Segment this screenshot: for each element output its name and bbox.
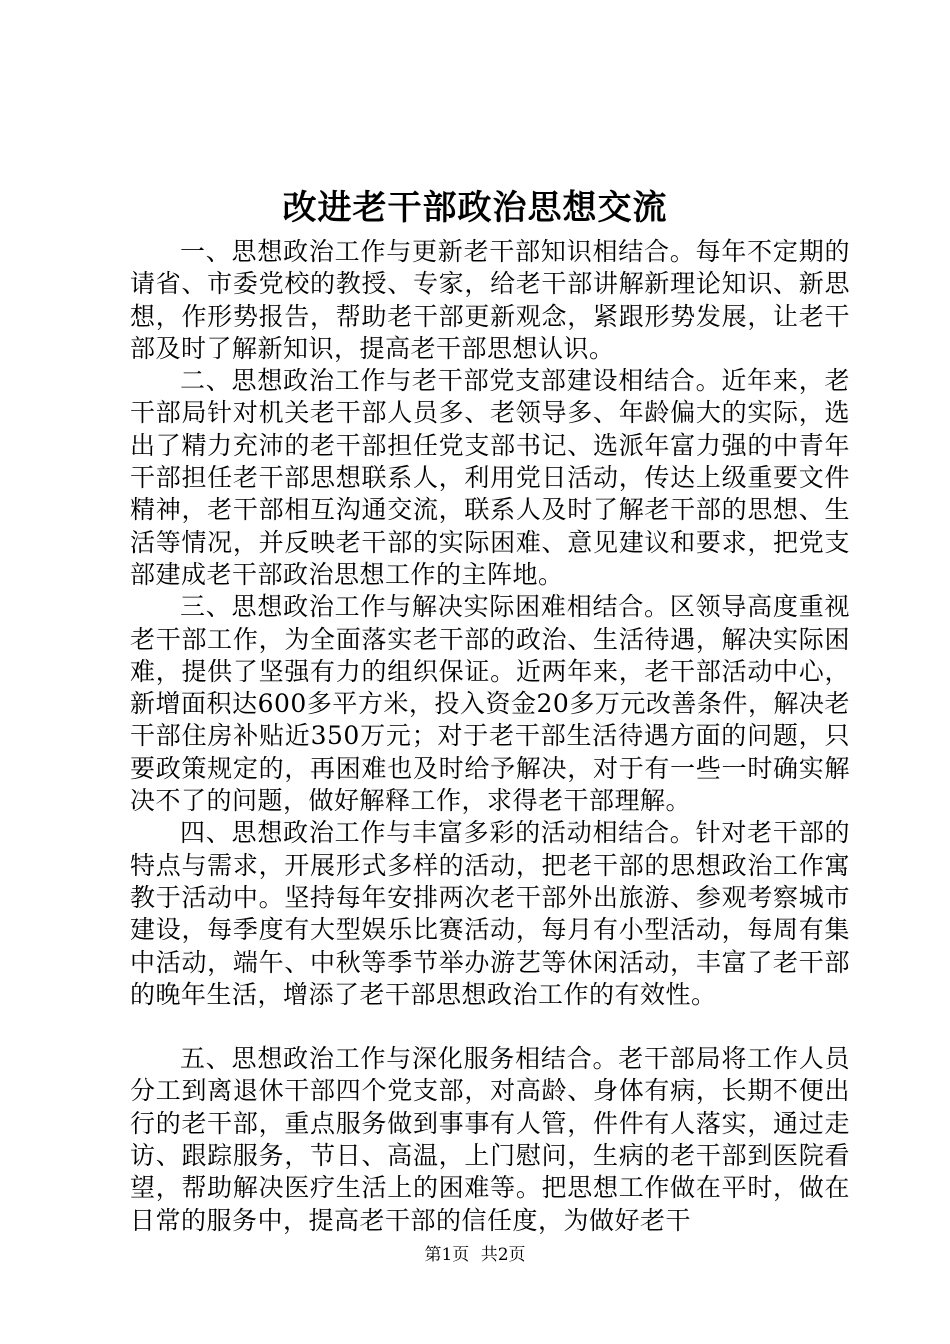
paragraph-1: 一、思想政治工作与更新老干部知识相结合。每年不定期的请省、市委党校的教授、专家，给老干部讲解新理论知识、新思想，作形势报告，帮助老干部更新观念，紧跟形势发展，让老干部及时了解新知识，提高老干部思想认识。	[130, 237, 850, 363]
document-body	[130, 236, 850, 1237]
paragraph-5: 五、思想政治工作与深化服务相结合。老干部局将工作人员分工到离退休干部四个党支部，对高龄、身体有病，长期不便出行的老干部，重点服务做到事事有人管，件件有人落实，通过走访、跟踪服务，节日、高温，上门慰问，生病的老干部到医院看望，帮助解决医疗生活上的困难等。把思想工作做在平时，做在日常的服务中，提高老干部的信任度，为做好老干	[130, 1044, 850, 1235]
page-number: 第1页	[424, 1245, 470, 1265]
paragraph-2: 二、思想政治工作与老干部党支部建设相结合。近年来，老干部局针对机关老干部人员多、老领导多、年龄偏大的实际，选出了精力充沛的老干部担任党支部书记、选派年富力强的中青年干部担任老干部思想联系人，利用党日活动，传达上级重要文件精神，老干部相互沟通交流，联系人及时了解老干部的思想、生活等情况，并反映老干部的实际困难、意见建议和要求，把党支部建成老干部政治思想工作的主阵地。	[130, 366, 850, 589]
document-title: 改进老干部政治思想交流	[282, 188, 668, 228]
page-footer	[0, 1244, 950, 1266]
paragraph-4: 四、思想政治工作与丰富多彩的活动相结合。针对老干部的特点与需求，开展形式多样的活动，把老干部的思想政治工作寓教于活动中。坚持每年安排两次老干部外出旅游、参观考察城市建设，每季度有大型娱乐比赛活动，每月有小型活动，每周有集中活动，端午、中秋等季节举办游艺等休闲活动，丰富了老干部的晚年生活，增添了老干部思想政治工作的有效性。	[130, 818, 850, 1009]
page-total: 共2页	[480, 1245, 526, 1265]
paragraph-3: 三、思想政治工作与解决实际困难相结合。区领导高度重视老干部工作，为全面落实老干部的政治、生活待遇，解决实际困难，提供了坚强有力的组织保证。近两年来，老干部活动中心，新增面积达600多平方米，投入资金20多万元改善条件，解决老干部住房补贴近350万元；对于老干部生活待遇方面的问题，只要政策规定的，再困难也及时给予解决，对于有一些一时确实解决不了的问题，做好解释工作，求得老干部理解。	[130, 592, 850, 816]
